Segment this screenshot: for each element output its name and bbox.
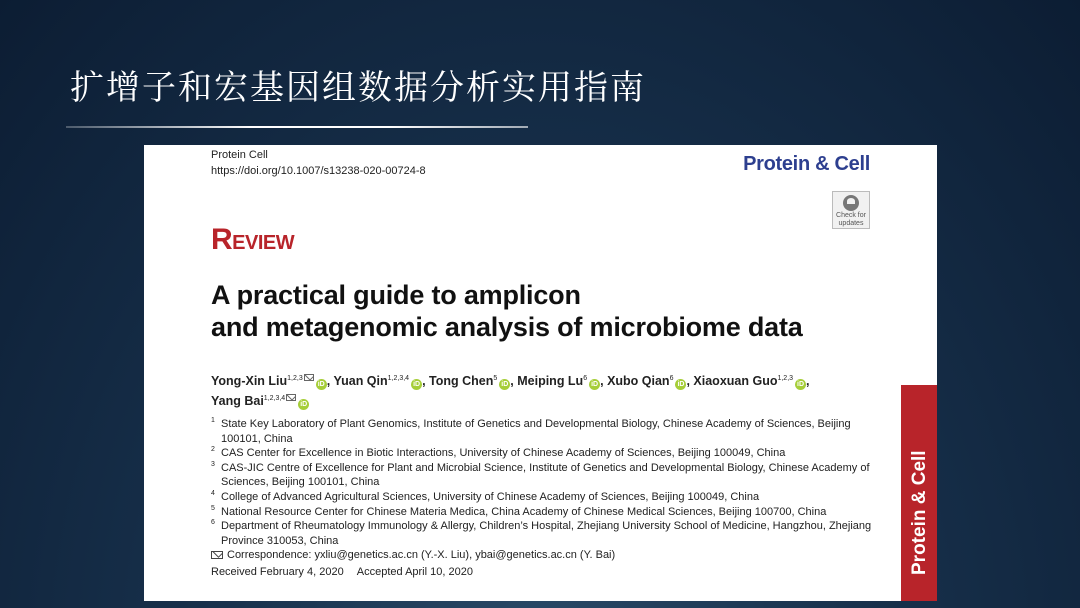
affiliation-text: College of Advanced Agricultural Sciences, University of Chinese Academy of Sciences, Beijing 100049, China — [221, 490, 760, 503]
orcid-icon[interactable]: iD — [591, 381, 599, 388]
section-label — [211, 223, 294, 257]
author — [211, 374, 333, 388]
author-affiliation-ref: 6 — [583, 375, 588, 382]
author — [333, 374, 429, 388]
affiliation-item — [211, 505, 877, 520]
article-dates — [211, 565, 877, 580]
author-affiliation-ref: 6 — [669, 375, 674, 382]
affiliation-text: CAS Center for Excellence in Biotic Interactions, University of Chinese Academy of Sciences, Beijing 100049, China — [221, 447, 786, 460]
affiliation-number: 3 — [211, 460, 215, 468]
orcid-icon[interactable]: iD — [677, 381, 685, 388]
journal-side-banner — [901, 385, 937, 601]
orcid-icon[interactable]: iD — [501, 381, 509, 388]
author — [211, 394, 309, 408]
author — [693, 374, 809, 388]
affiliation-item — [211, 490, 877, 505]
corresponding-envelope-icon — [304, 374, 314, 381]
author-affiliation-ref: 5 — [493, 375, 498, 382]
accepted-date: Accepted April 10, 2020 — [356, 565, 473, 578]
author — [607, 374, 693, 388]
affiliation-item — [211, 519, 877, 548]
author-separator: , — [806, 374, 810, 388]
affiliation-number: 4 — [211, 489, 215, 497]
article-title-line2: and metagenomic analysis of microbiome data — [211, 312, 803, 342]
affiliation-number: 5 — [211, 504, 215, 512]
affiliation-number: 2 — [211, 446, 215, 454]
article-title-line1: A practical guide to amplicon — [211, 280, 581, 310]
author-affiliation-ref: 1,2,3 — [287, 375, 303, 382]
section-label-rest: EVIEW — [232, 232, 295, 254]
author-separator: , — [326, 374, 334, 388]
check-updates-icon — [843, 195, 859, 211]
title-divider — [66, 126, 528, 128]
affiliation-text: National Resource Center for Chinese Materia Medica, China Academy of Chinese Medical Sciences, Beijing 100700, China — [221, 505, 827, 518]
journal-brand-logo: Protein & Cell — [743, 153, 870, 175]
affiliations — [211, 417, 877, 580]
slide-title: 扩增子和宏基因组数据分析实用指南 — [70, 68, 646, 108]
journal-name: Protein Cell — [211, 149, 268, 161]
paper-page — [144, 145, 937, 601]
author-separator: , — [422, 374, 430, 388]
correspondence-line — [211, 548, 877, 563]
author-separator: , — [600, 374, 608, 388]
author-name: Tong Chen — [429, 374, 494, 388]
doi-link[interactable]: https://doi.org/10.1007/s13238-020-00724-8 — [211, 165, 426, 177]
check-updates-line2: updates — [838, 220, 864, 227]
author-name: Xubo Qian — [607, 374, 670, 388]
author-name: Meiping Lu — [517, 374, 584, 388]
author-affiliation-ref: 1,2,3,4 — [387, 375, 410, 382]
orcid-icon[interactable]: iD — [413, 381, 421, 388]
affiliation-item — [211, 461, 877, 490]
author-separator: , — [686, 374, 694, 388]
check-updates-line1: Check for — [836, 212, 866, 219]
author-separator: , — [510, 374, 518, 388]
author — [517, 374, 607, 388]
affiliation-item — [211, 417, 877, 446]
corresponding-envelope-icon — [286, 394, 296, 401]
side-banner-text: Protein & Cell — [909, 450, 930, 575]
affiliation-number: 1 — [211, 417, 215, 424]
affiliation-item — [211, 446, 877, 461]
author-name: Yang Bai — [211, 394, 264, 408]
affiliation-number: 6 — [211, 519, 215, 527]
author-affiliation-ref: 1,2,3,4 — [263, 395, 286, 402]
envelope-icon — [211, 551, 223, 559]
author-affiliation-ref: 1,2,3 — [777, 375, 794, 382]
author-name: Yuan Qin — [333, 374, 388, 388]
article-title — [211, 279, 911, 343]
received-date: Received February 4, 2020 — [211, 565, 344, 578]
author-list — [211, 370, 877, 410]
journal-meta — [211, 147, 426, 179]
affiliation-text: Department of Rheumatology Immunology & Allergy, Children’s Hospital, Zhejiang University School of Medicine, Hangzhou, Zhejiang Province 310053, China — [221, 520, 872, 547]
author-name: Xiaoxuan Guo — [693, 374, 778, 388]
orcid-icon[interactable]: iD — [797, 381, 805, 388]
author — [429, 374, 517, 388]
affiliation-text: CAS-JIC Centre of Excellence for Plant and Microbial Science, Institute of Genetics and Developmental Biology, Chinese Academy of Sciences, Beijing 100101, China — [221, 461, 870, 489]
section-label-initial: R — [211, 223, 233, 256]
affiliation-text: State Key Laboratory of Plant Genomics, Institute of Genetics and Developmental Biology, Chinese Academy of Sciences, Beijing 100101, China — [221, 418, 851, 445]
orcid-icon[interactable]: iD — [300, 401, 308, 408]
check-for-updates-badge[interactable] — [832, 191, 870, 229]
orcid-icon[interactable]: iD — [317, 381, 325, 388]
affiliation-list — [211, 417, 877, 548]
correspondence-text: Correspondence: yxliu@genetics.ac.cn (Y.-X. Liu), ybai@genetics.ac.cn (Y. Bai) — [227, 549, 616, 562]
author-name: Yong-Xin Liu — [211, 374, 288, 388]
